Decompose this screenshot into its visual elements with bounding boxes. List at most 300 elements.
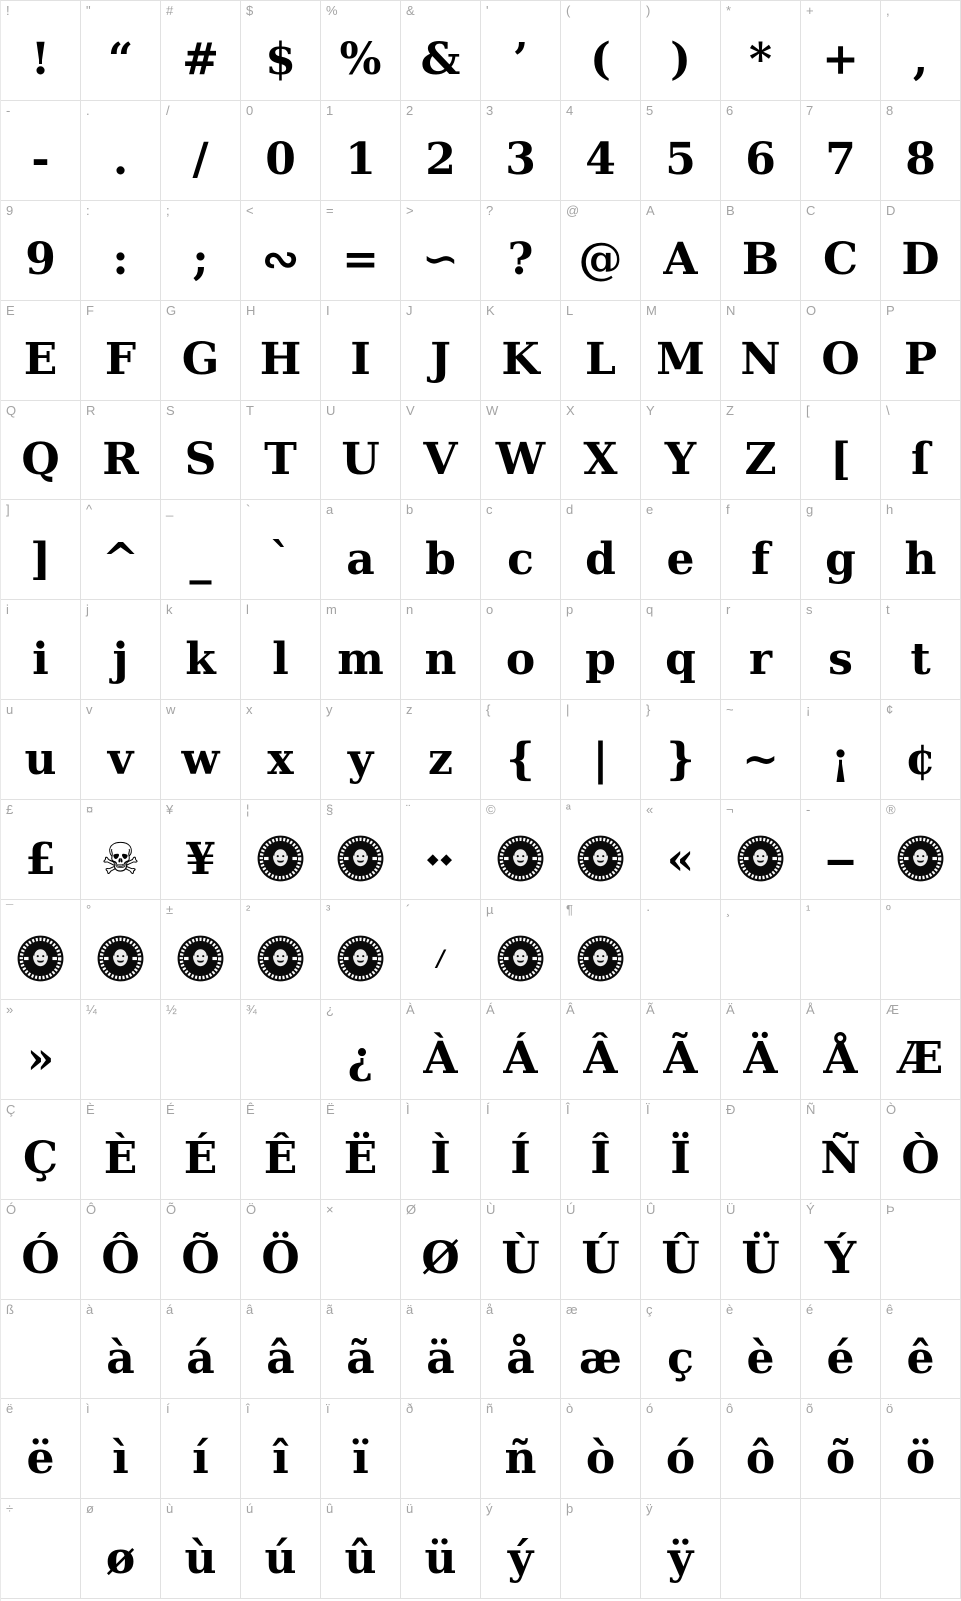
glyph-cell[interactable] [321, 101, 401, 201]
glyph-cell[interactable] [721, 1300, 801, 1400]
glyph-cell[interactable] [641, 1399, 721, 1499]
glyph-preview: 1 [345, 134, 376, 186]
glyph-cell[interactable] [721, 401, 801, 501]
glyph-cell-label: ë [6, 1401, 14, 1417]
glyph-cell[interactable] [721, 700, 801, 800]
glyph-cell[interactable] [401, 500, 481, 600]
glyph-preview: è [746, 1333, 775, 1385]
glyph-cell[interactable] [481, 101, 561, 201]
glyph-cell[interactable] [1, 1, 81, 101]
glyph-cell-label: r [726, 602, 731, 618]
glyph-cell[interactable] [1, 500, 81, 600]
glyph-cell[interactable] [641, 401, 721, 501]
glyph-preview: e [666, 533, 695, 585]
glyph-cell[interactable] [81, 1499, 161, 1599]
glyph-preview: c [507, 533, 534, 585]
glyph-cell-label: â [246, 1301, 254, 1317]
glyph-cell[interactable] [241, 401, 321, 501]
glyph-cell[interactable] [81, 1000, 161, 1100]
glyph-cell-label: l [246, 602, 249, 618]
glyph-cell[interactable] [881, 101, 961, 201]
glyph-cell[interactable] [881, 800, 961, 900]
glyph-preview: U [341, 434, 380, 485]
woodcutter-badge-icon [897, 835, 944, 882]
glyph-cell[interactable] [881, 1399, 961, 1499]
glyph-preview: î [272, 1432, 289, 1484]
glyph-cell-label: ¨ [406, 802, 411, 818]
glyph-cell[interactable] [801, 1200, 881, 1300]
glyph-cell[interactable] [161, 1, 241, 101]
glyph-cell-label: ± [166, 902, 174, 918]
glyph-cell[interactable] [481, 1399, 561, 1499]
glyph-cell[interactable] [481, 1499, 561, 1599]
glyph-cell[interactable] [801, 401, 881, 501]
glyph-cell[interactable] [721, 600, 801, 700]
glyph-cell[interactable] [241, 301, 321, 401]
glyph-cell-label: Æ [886, 1001, 899, 1017]
glyph-preview: R [102, 434, 139, 485]
glyph-cell-label: Z [726, 402, 734, 418]
glyph-cell[interactable] [641, 301, 721, 401]
glyph-cell[interactable] [801, 301, 881, 401]
glyph-cell[interactable] [801, 201, 881, 301]
glyph-cell[interactable] [241, 101, 321, 201]
glyph-cell[interactable] [481, 401, 561, 501]
glyph-cell-label: Ö [246, 1201, 257, 1217]
glyph-cell[interactable] [161, 500, 241, 600]
glyph-cell[interactable] [561, 401, 641, 501]
glyph-cell[interactable] [321, 1499, 401, 1599]
glyph-cell[interactable] [721, 1200, 801, 1300]
glyph-cell-label: ã [326, 1301, 334, 1317]
glyph-cell[interactable] [81, 1100, 161, 1200]
glyph-cell-label: 7 [806, 102, 814, 118]
glyph-cell[interactable] [401, 401, 481, 501]
glyph-preview: ∽ [422, 234, 459, 286]
glyph-cell[interactable] [161, 201, 241, 301]
glyph-cell[interactable] [81, 600, 161, 700]
glyph-cell[interactable] [241, 1200, 321, 1300]
glyph-preview: x [267, 733, 294, 785]
glyph-cell-label: Ä [726, 1001, 735, 1017]
glyph-preview: ¢ [905, 733, 936, 785]
glyph-cell[interactable] [881, 500, 961, 600]
glyph-cell[interactable] [641, 700, 721, 800]
glyph-cell-label: ¯ [6, 902, 14, 918]
glyph-cell[interactable] [721, 500, 801, 600]
glyph-cell-label: P [886, 302, 895, 318]
glyph-cell-label: ¥ [166, 802, 174, 818]
glyph-cell[interactable] [801, 1000, 881, 1100]
glyph-cell[interactable] [321, 500, 401, 600]
glyph-cell-label: Ý [806, 1201, 815, 1217]
glyph-cell-label: 2 [406, 102, 414, 118]
glyph-cell[interactable] [81, 900, 161, 1000]
glyph-cell[interactable] [161, 301, 241, 401]
glyph-cell[interactable] [161, 1100, 241, 1200]
glyph-cell[interactable] [641, 500, 721, 600]
glyph-cell[interactable] [801, 900, 881, 1000]
glyph-cell[interactable] [721, 1000, 801, 1100]
glyph-cell[interactable] [641, 1000, 721, 1100]
glyph-cell[interactable] [881, 1100, 961, 1200]
glyph-cell[interactable] [481, 1200, 561, 1300]
glyph-cell[interactable] [881, 1000, 961, 1100]
glyph-cell[interactable] [401, 800, 481, 900]
glyph-cell[interactable] [241, 700, 321, 800]
glyph-cell[interactable] [561, 800, 641, 900]
glyph-cell[interactable] [481, 201, 561, 301]
glyph-cell[interactable] [641, 1, 721, 101]
glyph-cell[interactable] [1, 401, 81, 501]
glyph-cell-label: a [326, 502, 334, 518]
glyph-cell[interactable] [401, 1000, 481, 1100]
glyph-cell[interactable] [241, 1100, 321, 1200]
glyph-cell[interactable] [401, 1300, 481, 1400]
glyph-preview: Y [664, 434, 697, 485]
glyph-cell[interactable] [321, 1399, 401, 1499]
glyph-preview: õ [825, 1432, 856, 1484]
glyph-preview: [ [830, 434, 851, 485]
glyph-cell[interactable] [881, 1499, 961, 1599]
glyph-cell[interactable] [641, 1499, 721, 1599]
glyph-cell-label: f [726, 502, 730, 518]
glyph-cell[interactable] [1, 700, 81, 800]
glyph-cell[interactable] [161, 700, 241, 800]
glyph-preview [497, 935, 544, 982]
glyph-cell[interactable] [321, 301, 401, 401]
glyph-cell[interactable] [401, 101, 481, 201]
glyph-cell-label: Ã [646, 1001, 655, 1017]
glyph-cell-label: ^ [86, 502, 93, 518]
glyph-cell[interactable] [481, 600, 561, 700]
glyph-cell[interactable] [321, 401, 401, 501]
glyph-cell-label: s [806, 602, 813, 618]
glyph-cell[interactable] [721, 900, 801, 1000]
glyph-cell[interactable] [801, 1, 881, 101]
glyph-cell-label: Ñ [806, 1101, 816, 1117]
glyph-cell[interactable] [81, 500, 161, 600]
glyph-cell[interactable] [641, 900, 721, 1000]
glyph-cell-label: ¡ [806, 702, 811, 718]
glyph-cell[interactable] [161, 1200, 241, 1300]
glyph-cell[interactable] [81, 201, 161, 301]
glyph-cell[interactable] [401, 1499, 481, 1599]
glyph-cell-label: ü [406, 1501, 414, 1517]
glyph-cell-label: K [486, 302, 495, 318]
glyph-preview: 7 [825, 134, 856, 186]
glyph-cell[interactable] [81, 800, 161, 900]
glyph-preview: ^ [102, 533, 139, 585]
glyph-cell[interactable] [241, 900, 321, 1000]
glyph-cell[interactable] [721, 101, 801, 201]
glyph-cell[interactable] [561, 700, 641, 800]
glyph-preview: w [181, 733, 220, 785]
glyph-preview: à [106, 1333, 135, 1385]
glyph-cell-label: - [6, 102, 11, 118]
glyph-cell[interactable] [721, 1100, 801, 1200]
glyph-cell[interactable] [1, 301, 81, 401]
glyph-preview: ø [105, 1532, 136, 1584]
glyph-cell[interactable] [321, 1, 401, 101]
glyph-preview: z [428, 733, 453, 785]
glyph-cell[interactable] [641, 1100, 721, 1200]
woodcutter-badge-icon [97, 935, 144, 982]
glyph-cell[interactable] [81, 401, 161, 501]
glyph-preview: g [825, 533, 856, 585]
glyph-cell[interactable] [321, 600, 401, 700]
glyph-cell[interactable] [81, 301, 161, 401]
glyph-cell[interactable] [241, 1, 321, 101]
glyph-cell[interactable] [241, 600, 321, 700]
glyph-cell[interactable] [881, 1200, 961, 1300]
glyph-cell[interactable] [881, 600, 961, 700]
glyph-preview: 3 [505, 134, 536, 186]
glyph-preview: Á [503, 1033, 538, 1085]
glyph-cell[interactable] [481, 500, 561, 600]
glyph-preview: * [748, 34, 772, 86]
glyph-cell-label: µ [486, 902, 494, 918]
glyph-cell[interactable] [81, 1200, 161, 1300]
glyph-cell[interactable] [881, 1, 961, 101]
glyph-preview: ’ [512, 34, 529, 86]
glyph-cell[interactable] [561, 1100, 641, 1200]
glyph-cell[interactable] [321, 201, 401, 301]
glyph-cell[interactable] [241, 1300, 321, 1400]
glyph-cell[interactable] [881, 401, 961, 501]
glyph-cell[interactable] [881, 301, 961, 401]
glyph-cell[interactable] [801, 600, 881, 700]
glyph-cell[interactable] [881, 1300, 961, 1400]
glyph-cell[interactable] [1, 900, 81, 1000]
glyph-cell[interactable] [401, 1100, 481, 1200]
glyph-cell-label: C [806, 202, 816, 218]
glyph-cell-label: = [326, 202, 334, 218]
glyph-cell[interactable] [401, 700, 481, 800]
glyph-cell-label: ¾ [246, 1001, 257, 1017]
glyph-preview: ï [352, 1432, 369, 1484]
glyph-cell[interactable] [481, 900, 561, 1000]
glyph-cell[interactable] [641, 1300, 721, 1400]
glyph-cell-label: å [486, 1301, 494, 1317]
glyph-cell[interactable] [721, 800, 801, 900]
glyph-preview: ë [26, 1432, 55, 1484]
glyph-cell[interactable] [1, 800, 81, 900]
glyph-cell[interactable] [801, 800, 881, 900]
glyph-cell[interactable] [321, 1300, 401, 1400]
glyph-cell[interactable] [241, 500, 321, 600]
glyph-cell-label: b [406, 502, 414, 518]
glyph-cell[interactable] [81, 101, 161, 201]
glyph-preview: p [585, 633, 616, 685]
glyph-cell-label: 5 [646, 102, 654, 118]
glyph-cell-label: L [566, 302, 574, 318]
glyph-cell[interactable] [1, 600, 81, 700]
glyph-preview: - [31, 134, 50, 186]
glyph-cell-label: ¤ [86, 802, 94, 818]
glyph-cell-label: ì [86, 1401, 90, 1417]
glyph-cell[interactable] [481, 1300, 561, 1400]
glyph-preview [17, 935, 64, 982]
glyph-preview: . [112, 134, 129, 186]
glyph-cell[interactable] [481, 700, 561, 800]
glyph-cell-label: V [406, 402, 415, 418]
glyph-cell[interactable] [321, 1100, 401, 1200]
glyph-preview: ; [192, 234, 209, 286]
glyph-cell[interactable] [641, 600, 721, 700]
glyph-cell-label: R [86, 402, 96, 418]
glyph-cell[interactable] [561, 301, 641, 401]
glyph-cell[interactable] [801, 1499, 881, 1599]
glyph-cell[interactable] [1, 1399, 81, 1499]
glyph-cell-label: È [86, 1101, 95, 1117]
glyph-preview: Ã [663, 1033, 698, 1085]
glyph-cell[interactable] [481, 800, 561, 900]
glyph-cell[interactable] [241, 201, 321, 301]
glyph-cell[interactable] [321, 1200, 401, 1300]
glyph-preview: { [506, 733, 535, 785]
glyph-cell[interactable] [481, 1000, 561, 1100]
glyph-cell-label: 8 [886, 102, 894, 118]
glyph-cell[interactable] [721, 301, 801, 401]
glyph-cell[interactable] [801, 1399, 881, 1499]
glyph-cell[interactable] [241, 1399, 321, 1499]
glyph-cell[interactable] [161, 401, 241, 501]
glyph-cell-label: ò [566, 1401, 574, 1417]
glyph-cell[interactable] [1, 1200, 81, 1300]
glyph-cell-label: n [406, 602, 414, 618]
glyph-cell[interactable] [801, 1100, 881, 1200]
glyph-cell[interactable] [401, 1, 481, 101]
glyph-cell[interactable] [801, 500, 881, 600]
glyph-cell[interactable] [721, 201, 801, 301]
glyph-cell[interactable] [561, 500, 641, 600]
glyph-cell-label: û [326, 1501, 334, 1517]
glyph-cell[interactable] [641, 101, 721, 201]
glyph-cell[interactable] [641, 201, 721, 301]
glyph-cell[interactable] [1, 1100, 81, 1200]
glyph-cell[interactable] [401, 600, 481, 700]
glyph-cell[interactable] [561, 1499, 641, 1599]
glyph-cell[interactable] [881, 700, 961, 800]
glyph-cell[interactable] [481, 1, 561, 101]
glyph-cell-label: ¢ [886, 702, 894, 718]
glyph-preview: X [583, 434, 618, 485]
glyph-cell[interactable] [161, 800, 241, 900]
glyph-cell[interactable] [81, 700, 161, 800]
glyph-cell-label: " [86, 3, 91, 18]
glyph-cell[interactable] [81, 1300, 161, 1400]
glyph-cell[interactable] [161, 1000, 241, 1100]
glyph-cell-label: i [6, 602, 9, 618]
glyph-cell[interactable] [321, 900, 401, 1000]
glyph-cell[interactable] [801, 700, 881, 800]
glyph-cell-label: , [886, 3, 890, 18]
glyph-cell-label: ¸ [726, 902, 731, 918]
glyph-cell-label: Ë [326, 1101, 335, 1117]
glyph-cell[interactable] [481, 301, 561, 401]
glyph-preview: ? [507, 234, 534, 286]
glyph-preview: d [585, 533, 616, 585]
glyph-cell[interactable] [881, 900, 961, 1000]
glyph-cell[interactable] [401, 1200, 481, 1300]
glyph-cell[interactable] [1, 1000, 81, 1100]
glyph-cell[interactable] [481, 1100, 561, 1200]
glyph-preview: t [910, 633, 931, 685]
glyph-cell[interactable] [561, 1300, 641, 1400]
glyph-preview: » [26, 1033, 55, 1085]
glyph-preview: O [821, 334, 860, 386]
glyph-cell[interactable] [561, 600, 641, 700]
glyph-cell[interactable] [1, 101, 81, 201]
glyph-cell[interactable] [1, 201, 81, 301]
glyph-cell[interactable] [241, 1000, 321, 1100]
glyph-cell[interactable] [401, 1399, 481, 1499]
glyph-cell[interactable] [641, 1200, 721, 1300]
glyph-cell[interactable] [161, 1399, 241, 1499]
glyph-cell[interactable] [241, 800, 321, 900]
glyph-cell[interactable] [161, 1300, 241, 1400]
glyph-cell[interactable] [641, 800, 721, 900]
glyph-cell-label: U [326, 402, 336, 418]
glyph-cell[interactable] [561, 1399, 641, 1499]
glyph-preview: @ [578, 234, 623, 286]
glyph-cell[interactable] [801, 101, 881, 201]
glyph-preview: M [656, 334, 705, 386]
glyph-cell[interactable] [241, 1499, 321, 1599]
glyph-cell[interactable] [401, 301, 481, 401]
glyph-cell[interactable] [721, 1499, 801, 1599]
glyph-cell[interactable] [401, 900, 481, 1000]
glyph-cell-label: Y [646, 402, 655, 418]
glyph-cell[interactable] [321, 1000, 401, 1100]
glyph-cell-label: T [246, 402, 254, 418]
glyph-cell-label: É [166, 1101, 175, 1117]
glyph-cell[interactable] [561, 101, 641, 201]
glyph-cell-label: M [646, 302, 657, 318]
glyph-preview: í [192, 1432, 209, 1484]
glyph-cell-label: O [806, 302, 817, 318]
glyph-cell[interactable] [161, 600, 241, 700]
glyph-cell-label: > [406, 202, 414, 218]
glyph-cell[interactable] [561, 201, 641, 301]
glyph-cell[interactable] [561, 1, 641, 101]
glyph-cell[interactable] [1, 1499, 81, 1599]
glyph-cell[interactable] [561, 1200, 641, 1300]
glyph-preview: I [350, 334, 371, 386]
glyph-cell[interactable] [801, 1300, 881, 1400]
glyph-cell[interactable] [721, 1399, 801, 1499]
glyph-cell-label: ~ [726, 702, 734, 718]
glyph-cell[interactable] [161, 900, 241, 1000]
glyph-cell[interactable] [161, 101, 241, 201]
glyph-cell[interactable] [561, 1000, 641, 1100]
glyph-cell[interactable] [81, 1, 161, 101]
glyph-cell[interactable] [881, 201, 961, 301]
glyph-cell[interactable] [721, 1, 801, 101]
glyph-cell-label: v [86, 702, 93, 718]
glyph-cell[interactable] [161, 1499, 241, 1599]
glyph-cell[interactable] [321, 800, 401, 900]
glyph-preview: ö [905, 1432, 936, 1484]
glyph-preview: ç [667, 1333, 694, 1385]
glyph-preview: ñ [504, 1432, 537, 1484]
glyph-cell[interactable] [1, 1300, 81, 1400]
glyph-cell[interactable] [561, 900, 641, 1000]
glyph-cell[interactable] [321, 700, 401, 800]
glyph-cell[interactable] [81, 1399, 161, 1499]
glyph-cell[interactable] [401, 201, 481, 301]
